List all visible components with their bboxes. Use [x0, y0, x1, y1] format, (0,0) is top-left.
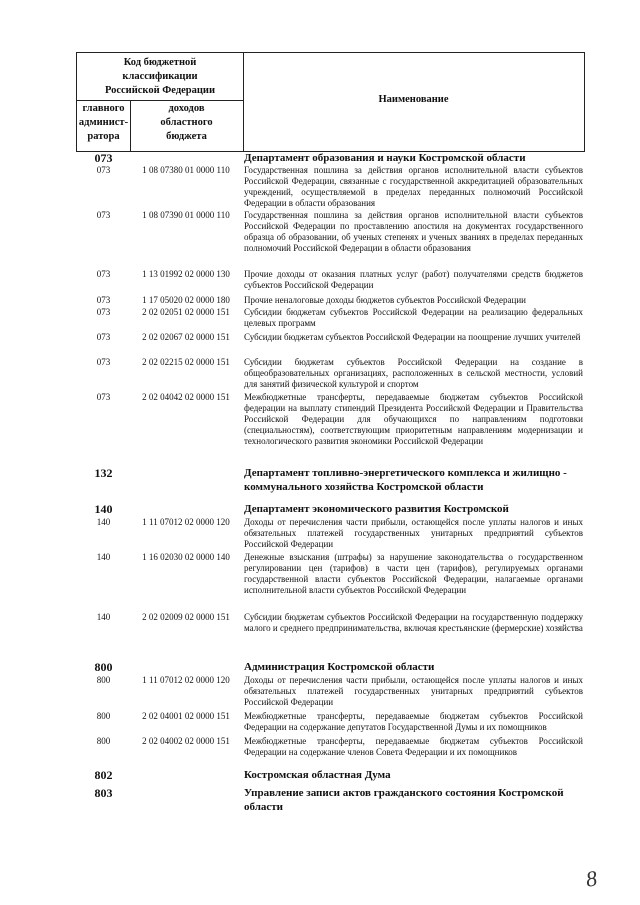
- income-name: Субсидии бюджетам субъектов Российской Федерации на государственную поддержку малого и среднего предпринимательства, включая крестьянские (фермерские) хозяйства: [244, 612, 583, 633]
- income-name: Денежные взыскания (штрафы) за нарушение законодательства о государственном регулировании цен (тарифов) в части цен (тарифов), регулируемых органами государственной власти субъектов Российской Федерации, налагаемые органами исполнительной власти субъектов Российской Федерации: [244, 552, 583, 595]
- income-code: 2 02 02051 02 0000 151: [142, 307, 230, 317]
- income-code: 1 08 07390 01 0000 110: [142, 210, 230, 220]
- admin-code: 073: [96, 210, 111, 220]
- income-name: Субсидии бюджетам субъектов Российской Федерации на реализацию федеральных целевых программ: [244, 307, 583, 328]
- admin-code: 140: [94, 502, 113, 516]
- admin-code: 073: [96, 357, 111, 367]
- header-income-title: доходов областного бюджета: [160, 103, 213, 142]
- admin-code: 800: [96, 711, 111, 721]
- admin-code: 073: [96, 332, 111, 342]
- income-name: Межбюджетные трансферты, передаваемые бюджетам субъектов Российской Федерации на содержание депутатов Государственной Думы и их помощников: [244, 711, 583, 732]
- admin-code: 802: [94, 768, 113, 782]
- admin-code: 800: [96, 675, 111, 685]
- income-name: Государственная пошлина за действия органов исполнительной власти субъектов Российской Федерации по проставлению апостиля на документах государственного образца об образовании, об ученых степенях и ученых званиях в пределах переданных полномочий Российской Федерации в области образования: [244, 210, 583, 253]
- admin-code: 073: [94, 151, 113, 165]
- admin-code: 073: [96, 392, 111, 402]
- header-name-title: Наименование: [378, 94, 449, 105]
- income-code: 2 02 04042 02 0000 151: [142, 392, 230, 402]
- income-code: 1 08 07380 01 0000 110: [142, 165, 230, 175]
- income-name: Межбюджетные трансферты, передаваемые бюджетам субъектов Российской федерации на выплату стипендий Президента Российской Федерации и Правительства Российской Федерации для обучающихся по направлениям подготовки (специальностям), соответствующим приоритетным направлениям модернизации и технологического развития экономики Российской Федерации: [244, 392, 583, 446]
- table-header: [76, 52, 585, 152]
- income-name: Доходы от перечисления части прибыли, остающейся после уплаты налогов и иных обязательных платежей государственных унитарных предприятий субъектов Российской Федерации: [244, 675, 583, 707]
- income-code: 1 11 07012 02 0000 120: [142, 517, 230, 527]
- admin-code: 800: [96, 736, 111, 746]
- income-code: 1 13 01992 02 0000 130: [142, 269, 230, 279]
- admin-code: 073: [96, 165, 111, 175]
- income-code: 1 11 07012 02 0000 120: [142, 675, 230, 685]
- admin-code: 140: [96, 612, 111, 622]
- income-name: Межбюджетные трансферты, передаваемые бюджетам субъектов Российской Федерации на содержание членов Совета Федерации и их помощников: [244, 736, 583, 757]
- income-name: Субсидии бюджетам субъектов Российской Федерации на поощрение лучших учителей: [244, 332, 581, 342]
- admin-code: 132: [94, 466, 113, 480]
- admin-code: 803: [94, 786, 113, 800]
- income-code: 1 17 05020 02 0000 180: [142, 295, 230, 305]
- header-admin-title: главного админист- ратора: [78, 103, 129, 142]
- income-name: Государственная пошлина за действия органов исполнительной власти субъектов Российской Федерации, связанные с государственной аккредитацией образовательных учреждений, осуществляемой в пределах переданных полномочий Российской Федерации в области образования: [244, 165, 583, 208]
- department-name: Департамент топливно-энергетического комплекса и жилищно - коммунального хозяйства Костромской области: [244, 467, 567, 493]
- admin-code: 073: [96, 269, 111, 279]
- header-code-title: Код бюджетной классификации Российской Федерации: [104, 57, 216, 96]
- income-code: 1 16 02030 02 0000 140: [142, 552, 230, 562]
- department-name: Управление записи актов гражданского состояния Костромской области: [244, 787, 564, 813]
- department-name: Департамент образования и науки Костромской области: [244, 152, 526, 164]
- income-name: Прочие доходы от оказания платных услуг (работ) получателями средств бюджетов субъектов Российской Федерации: [244, 269, 583, 290]
- admin-code: 073: [96, 295, 111, 305]
- department-name: Администрация Костромской области: [244, 661, 435, 673]
- page-number-mark: 8: [584, 865, 599, 892]
- admin-code: 140: [96, 517, 111, 527]
- income-code: 2 02 02215 02 0000 151: [142, 357, 230, 367]
- income-name: Субсидии бюджетам субъектов Российской Федерации на создание в общеобразовательных организациях, расположенных в сельской местности, условий для занятий физической культурой и спортом: [244, 357, 583, 389]
- admin-code: 140: [96, 552, 111, 562]
- income-name: Доходы от перечисления части прибыли, остающейся после уплаты налогов и иных обязательных платежей государственных унитарных предприятий субъектов Российской Федерации: [244, 517, 583, 549]
- department-name: Костромская областная Дума: [244, 769, 391, 781]
- header-divider: [77, 100, 243, 101]
- income-code: 2 02 02067 02 0000 151: [142, 332, 230, 342]
- department-name: Департамент экономического развития Костромской: [244, 503, 509, 515]
- income-code: 2 02 04002 02 0000 151: [142, 736, 230, 746]
- income-name: Прочие неналоговые доходы бюджетов субъектов Российской Федерации: [244, 295, 526, 305]
- admin-code: 800: [94, 660, 113, 674]
- admin-code: 073: [96, 307, 111, 317]
- income-code: 2 02 04001 02 0000 151: [142, 711, 230, 721]
- income-code: 2 02 02009 02 0000 151: [142, 612, 230, 622]
